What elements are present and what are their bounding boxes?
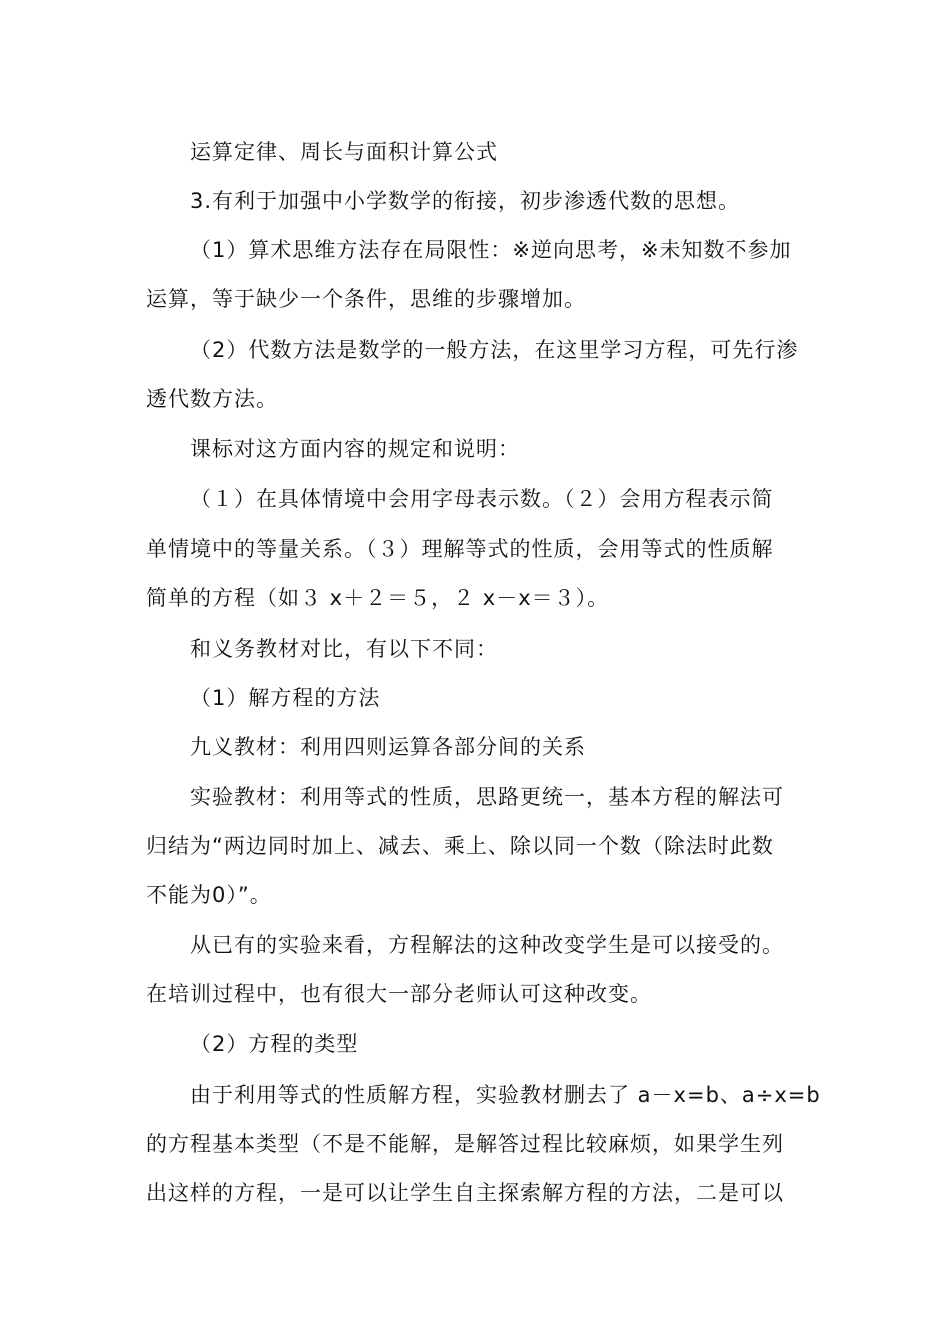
text-line-8: （１）在具体情境中会用字母表示数。（２）会用方程表示简	[190, 487, 774, 511]
text-line-1: 运算定律、周长与面积计算公式	[190, 140, 498, 164]
text-line-19: （2）方程的类型	[190, 1032, 359, 1056]
text-line-2: 3.有利于加强中小学数学的衔接，初步渗透代数的思想。	[190, 189, 741, 213]
text-line-13: 九义教材：利用四则运算各部分间的关系	[190, 735, 586, 759]
text-line-11: 和义务教材对比，有以下不同：	[190, 637, 498, 661]
text-line-9: 单情境中的等量关系。（３）理解等式的性质，会用等式的性质解	[146, 537, 774, 561]
text-line-14: 实验教材：利用等式的性质，思路更统一，基本方程的解法可	[190, 785, 784, 809]
text-line-12: （1）解方程的方法	[190, 686, 381, 710]
text-line-17: 从已有的实验来看，方程解法的这种改变学生是可以接受的。	[190, 933, 784, 957]
text-line-6: 透代数方法。	[146, 387, 278, 411]
text-line-7: 课标对这方面内容的规定和说明：	[190, 437, 520, 461]
text-line-20: 由于利用等式的性质解方程，实验教材删去了 a－x=b、a÷x=b	[190, 1083, 821, 1107]
text-line-15: 归结为“两边同时加上、减去、乘上、除以同一个数（除法时此数	[146, 834, 774, 858]
text-line-4: 运算，等于缺少一个条件，思维的步骤增加。	[146, 287, 586, 311]
text-line-22: 出这样的方程，一是可以让学生自主探索解方程的方法，二是可以	[146, 1181, 784, 1205]
text-line-21: 的方程基本类型（不是不能解，是解答过程比较麻烦，如果学生列	[146, 1132, 784, 1156]
text-line-10: 简单的方程（如３ x＋２＝５，２ x－x＝３）。	[146, 586, 610, 610]
text-line-18: 在培训过程中，也有很大一部分老师认可这种改变。	[146, 982, 652, 1006]
text-line-16: 不能为0）”。	[146, 883, 272, 907]
text-line-3: （1）算术思维方法存在局限性：※逆向思考，※未知数不参加	[190, 238, 792, 262]
text-line-5: （2）代数方法是数学的一般方法，在这里学习方程，可先行渗	[190, 338, 799, 362]
